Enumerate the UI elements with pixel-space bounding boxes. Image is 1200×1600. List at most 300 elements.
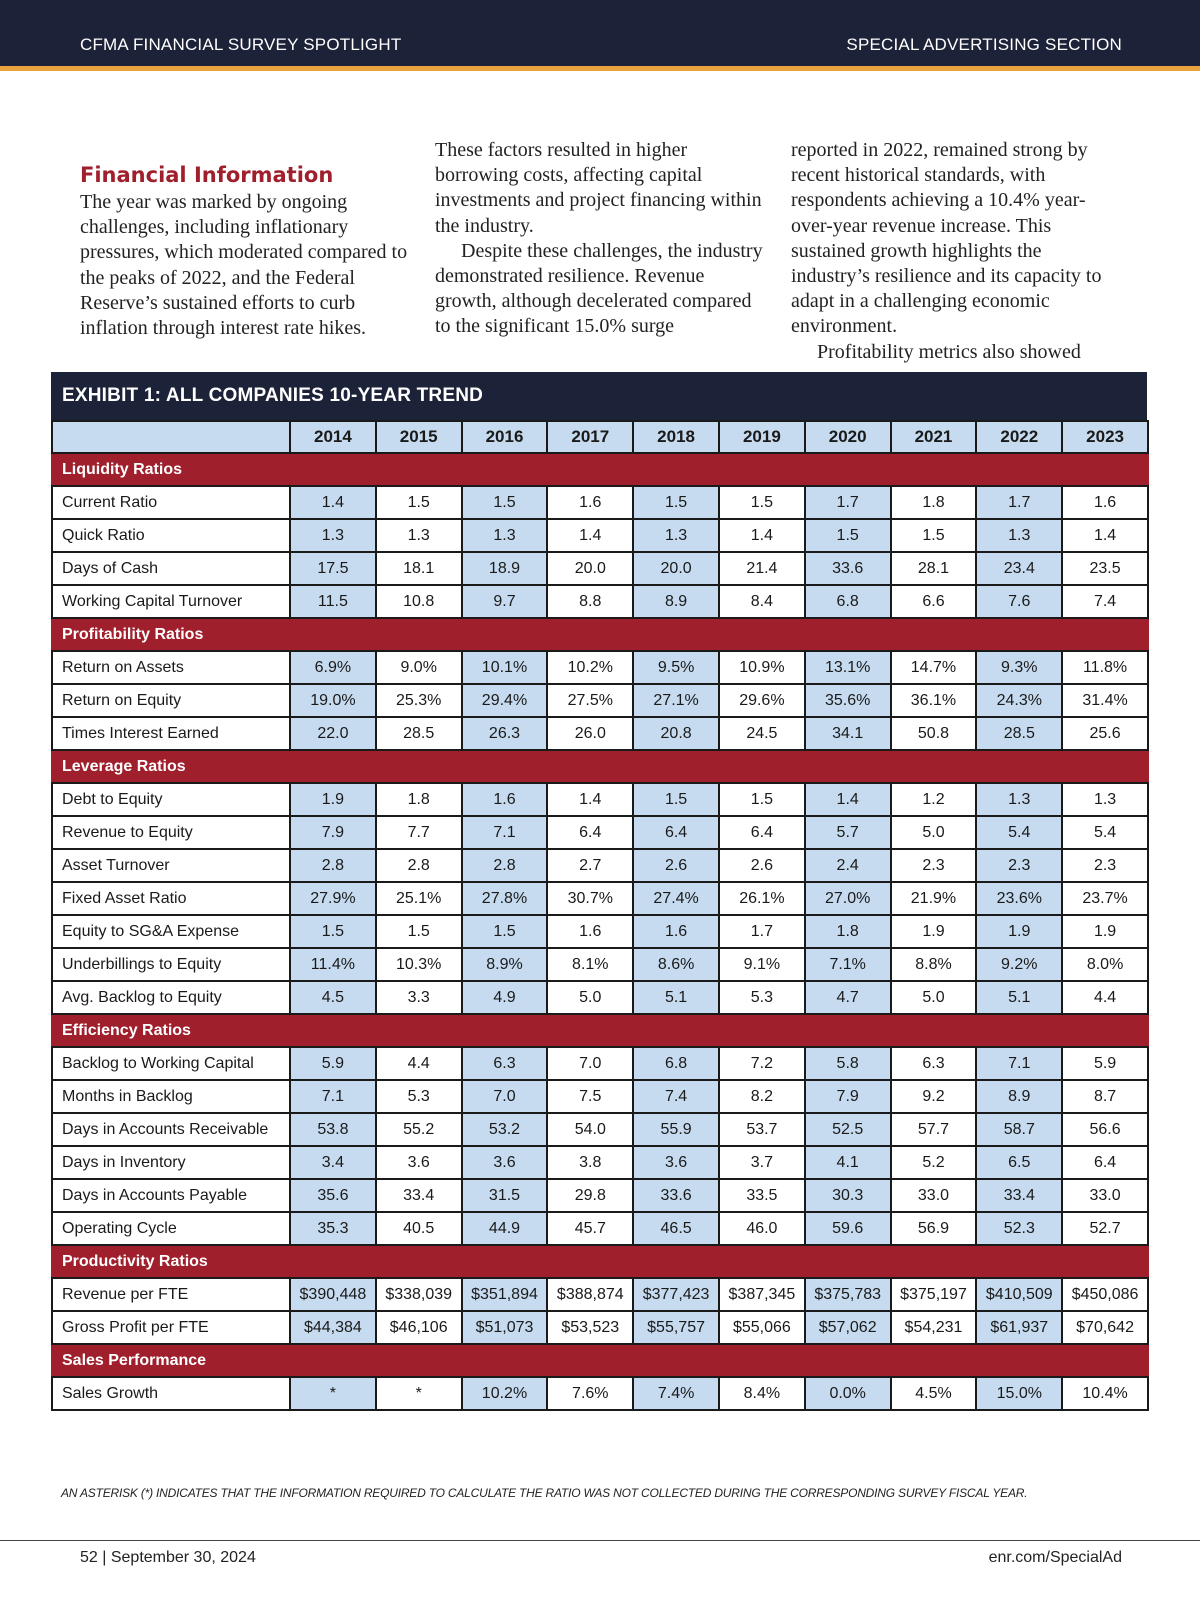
row-label: Return on Assets	[52, 651, 290, 684]
table-cell: 5.1	[976, 981, 1062, 1014]
table-cell: 1.3	[976, 519, 1062, 552]
table-cell: 10.2%	[547, 651, 633, 684]
table-cell: 6.9%	[290, 651, 376, 684]
table-cell: 53.7	[719, 1113, 805, 1146]
table-cell: 2.7	[547, 849, 633, 882]
row-label: Revenue to Equity	[52, 816, 290, 849]
table-cell: 6.8	[805, 585, 891, 618]
row-label: Backlog to Working Capital	[52, 1047, 290, 1080]
table-cell: 33.4	[376, 1179, 462, 1212]
table-cell: 8.6%	[633, 948, 719, 981]
table-cell: 5.8	[805, 1047, 891, 1080]
table-row	[52, 519, 1148, 552]
table-cell: 17.5	[290, 552, 376, 585]
table-cell: $61,937	[976, 1311, 1062, 1344]
section-header-row	[52, 618, 1148, 651]
row-label: Avg. Backlog to Equity	[52, 981, 290, 1014]
table-cell: 3.3	[376, 981, 462, 1014]
table-cell: 5.1	[633, 981, 719, 1014]
table-cell: 9.2%	[976, 948, 1062, 981]
row-label: Days in Inventory	[52, 1146, 290, 1179]
table-cell: 5.7	[805, 816, 891, 849]
table-cell: $55,757	[633, 1311, 719, 1344]
table-cell: 53.2	[462, 1113, 548, 1146]
table-cell: 30.3	[805, 1179, 891, 1212]
table-row	[52, 1080, 1148, 1113]
table-cell: 29.8	[547, 1179, 633, 1212]
table-cell: 59.6	[805, 1212, 891, 1245]
table-cell: 7.1	[976, 1047, 1062, 1080]
table-cell: 1.6	[547, 486, 633, 519]
table-cell: $44,384	[290, 1311, 376, 1344]
article-paragraph: Despite these challenges, the industry demonstrated resilience. Revenue growth, although decelerated compared to the significant 15.0% surge	[435, 239, 763, 338]
article-paragraph: reported in 2022, remained strong by recent historical standards, with respondents achieving a 10.4% year-over-year revenue increase. This sustained growth highlights the industry’s resilience and its capacity to adapt in a challenging economic environment.	[791, 139, 1102, 338]
table-cell: 30.7%	[547, 882, 633, 915]
row-label: Equity to SG&A Expense	[52, 915, 290, 948]
table-cell: 55.2	[376, 1113, 462, 1146]
section-header-row	[52, 1014, 1148, 1047]
section-title: Productivity Ratios	[52, 1245, 1148, 1278]
table-cell: 4.5	[290, 981, 376, 1014]
table-cell: 7.1%	[805, 948, 891, 981]
table-cell: 23.7%	[1062, 882, 1148, 915]
header-publication-title: CFMA FINANCIAL SURVEY SPOTLIGHT	[80, 35, 402, 54]
table-cell: 2.6	[719, 849, 805, 882]
table-cell: 1.3	[633, 519, 719, 552]
table-cell: 6.4	[633, 816, 719, 849]
table-row	[52, 717, 1148, 750]
table-cell: 1.5	[462, 915, 548, 948]
table-cell: 1.3	[376, 519, 462, 552]
table-cell: 1.7	[805, 486, 891, 519]
section-title: Liquidity Ratios	[52, 453, 1148, 486]
table-cell: 8.2	[719, 1080, 805, 1113]
table-cell: 3.6	[633, 1146, 719, 1179]
table-row	[52, 684, 1148, 717]
table-cell: 56.6	[1062, 1113, 1148, 1146]
table-cell: 1.4	[805, 783, 891, 816]
table-cell: 3.6	[376, 1146, 462, 1179]
table-cell: 8.0%	[1062, 948, 1148, 981]
table-cell: 53.8	[290, 1113, 376, 1146]
table-cell: 8.4%	[719, 1377, 805, 1410]
table-cell: 23.4	[976, 552, 1062, 585]
table-cell: 1.5	[633, 783, 719, 816]
table-cell: 1.8	[376, 783, 462, 816]
table-cell: 7.4	[633, 1080, 719, 1113]
footer-url: enr.com/SpecialAd	[988, 1549, 1122, 1566]
table-cell: 9.1%	[719, 948, 805, 981]
row-label: Times Interest Earned	[52, 717, 290, 750]
table-row	[52, 816, 1148, 849]
table-row	[52, 1311, 1148, 1344]
table-cell: 28.1	[891, 552, 977, 585]
table-cell: 1.4	[719, 519, 805, 552]
table-cell: 1.4	[1062, 519, 1148, 552]
year-header-row	[52, 421, 1148, 453]
table-cell: 33.0	[891, 1179, 977, 1212]
table-cell: 25.1%	[376, 882, 462, 915]
table-row	[52, 948, 1148, 981]
table-cell: 34.1	[805, 717, 891, 750]
table-cell: 46.0	[719, 1212, 805, 1245]
table-cell: 28.5	[976, 717, 1062, 750]
article-column-2	[435, 138, 765, 340]
exhibit-table	[51, 420, 1149, 1411]
table-row	[52, 552, 1148, 585]
table-cell: 25.6	[1062, 717, 1148, 750]
table-cell: 13.1%	[805, 651, 891, 684]
row-label: Current Ratio	[52, 486, 290, 519]
table-row	[52, 849, 1148, 882]
table-cell: 11.8%	[1062, 651, 1148, 684]
table-cell: 1.6	[1062, 486, 1148, 519]
table-cell: 1.9	[976, 915, 1062, 948]
year-header-2015: 2015	[376, 421, 462, 453]
row-label: Return on Equity	[52, 684, 290, 717]
table-cell: 7.6%	[547, 1377, 633, 1410]
table-cell: 8.4	[719, 585, 805, 618]
table-cell: 55.9	[633, 1113, 719, 1146]
table-cell: 1.7	[719, 915, 805, 948]
table-cell: 1.8	[891, 486, 977, 519]
table-cell: 4.4	[1062, 981, 1148, 1014]
table-row	[52, 1278, 1148, 1311]
table-cell: 27.1%	[633, 684, 719, 717]
table-cell: 1.4	[547, 519, 633, 552]
table-cell: 7.1	[290, 1080, 376, 1113]
table-cell: 45.7	[547, 1212, 633, 1245]
row-label: Days in Accounts Receivable	[52, 1113, 290, 1146]
year-header-2019: 2019	[719, 421, 805, 453]
table-row	[52, 1146, 1148, 1179]
table-cell: 1.5	[891, 519, 977, 552]
row-label: Operating Cycle	[52, 1212, 290, 1245]
table-cell: 2.8	[462, 849, 548, 882]
table-cell: 5.3	[719, 981, 805, 1014]
table-cell: 6.6	[891, 585, 977, 618]
table-cell: 7.9	[805, 1080, 891, 1113]
table-cell: 8.9	[976, 1080, 1062, 1113]
section-title: Sales Performance	[52, 1344, 1148, 1377]
table-cell: 7.4%	[633, 1377, 719, 1410]
table-cell: 27.4%	[633, 882, 719, 915]
table-cell: $54,231	[891, 1311, 977, 1344]
year-header-2020: 2020	[805, 421, 891, 453]
table-cell: 1.9	[1062, 915, 1148, 948]
table-cell: 9.2	[891, 1080, 977, 1113]
table-cell: 3.6	[462, 1146, 548, 1179]
table-cell: 1.6	[462, 783, 548, 816]
table-cell: 7.9	[290, 816, 376, 849]
table-cell: 29.4%	[462, 684, 548, 717]
table-cell: $375,197	[891, 1278, 977, 1311]
row-label: Fixed Asset Ratio	[52, 882, 290, 915]
year-header-2023: 2023	[1062, 421, 1148, 453]
table-row	[52, 1179, 1148, 1212]
table-cell: 5.4	[1062, 816, 1148, 849]
table-cell: $377,423	[633, 1278, 719, 1311]
table-cell: 26.3	[462, 717, 548, 750]
year-header-2018: 2018	[633, 421, 719, 453]
table-cell: 5.9	[290, 1047, 376, 1080]
table-cell: 4.1	[805, 1146, 891, 1179]
table-cell: 10.8	[376, 585, 462, 618]
table-row	[52, 882, 1148, 915]
table-cell: 1.5	[376, 486, 462, 519]
table-cell: 56.9	[891, 1212, 977, 1245]
table-cell: 5.0	[547, 981, 633, 1014]
table-cell: 1.9	[891, 915, 977, 948]
table-cell: 10.1%	[462, 651, 548, 684]
article-column-1	[80, 162, 410, 341]
table-row	[52, 585, 1148, 618]
table-cell: 0.0%	[805, 1377, 891, 1410]
table-footnote: AN ASTERISK (*) INDICATES THAT THE INFORMATION REQUIRED TO CALCULATE THE RATIO WAS NOT COLLECTED DURING THE CORRESPONDING SURVEY FISCAL YEAR.	[61, 1486, 1028, 1500]
table-cell: $450,086	[1062, 1278, 1148, 1311]
table-row	[52, 651, 1148, 684]
table-cell: $387,345	[719, 1278, 805, 1311]
table-cell: 27.5%	[547, 684, 633, 717]
table-cell: 14.7%	[891, 651, 977, 684]
table-row	[52, 915, 1148, 948]
table-row	[52, 981, 1148, 1014]
table-cell: 3.7	[719, 1146, 805, 1179]
table-cell: 1.3	[462, 519, 548, 552]
section-header-row	[52, 1245, 1148, 1278]
table-cell: 6.3	[462, 1047, 548, 1080]
table-cell: 2.3	[976, 849, 1062, 882]
header-section-label: SPECIAL ADVERTISING SECTION	[846, 35, 1122, 54]
row-label: Days in Accounts Payable	[52, 1179, 290, 1212]
table-cell: 8.7	[1062, 1080, 1148, 1113]
table-cell: 1.6	[633, 915, 719, 948]
table-cell: 20.0	[547, 552, 633, 585]
row-label: Months in Backlog	[52, 1080, 290, 1113]
table-cell: 36.1%	[891, 684, 977, 717]
table-cell: 35.6%	[805, 684, 891, 717]
table-cell: 1.4	[547, 783, 633, 816]
table-row	[52, 1212, 1148, 1245]
table-cell: 3.4	[290, 1146, 376, 1179]
table-cell: 28.5	[376, 717, 462, 750]
section-title: Leverage Ratios	[52, 750, 1148, 783]
table-cell: 35.6	[290, 1179, 376, 1212]
table-cell: 27.0%	[805, 882, 891, 915]
table-cell: 1.5	[462, 486, 548, 519]
table-cell: $410,509	[976, 1278, 1062, 1311]
table-cell: 1.5	[376, 915, 462, 948]
article-paragraph: The year was marked by ongoing challenges, including inflationary pressures, which moderated compared to the peaks of 2022, and the Federal Reserve’s sustained efforts to curb inflation through interest rate hikes.	[80, 191, 408, 340]
row-label: Sales Growth	[52, 1377, 290, 1410]
table-cell: 27.9%	[290, 882, 376, 915]
section-header-row	[52, 1344, 1148, 1377]
table-cell: 6.5	[976, 1146, 1062, 1179]
table-cell: 27.8%	[462, 882, 548, 915]
table-cell: 1.5	[633, 486, 719, 519]
section-title: Profitability Ratios	[52, 618, 1148, 651]
table-cell: 21.9%	[891, 882, 977, 915]
table-cell: 33.6	[805, 552, 891, 585]
row-label: Quick Ratio	[52, 519, 290, 552]
table-cell: 11.5	[290, 585, 376, 618]
table-cell: 20.8	[633, 717, 719, 750]
page-header-bar	[0, 0, 1200, 66]
table-cell: 5.0	[891, 816, 977, 849]
table-cell: 52.7	[1062, 1212, 1148, 1245]
table-cell: 35.3	[290, 1212, 376, 1245]
table-cell: $388,874	[547, 1278, 633, 1311]
table-cell: 23.5	[1062, 552, 1148, 585]
table-cell: 6.4	[719, 816, 805, 849]
table-cell: 3.8	[547, 1146, 633, 1179]
table-cell: 6.3	[891, 1047, 977, 1080]
table-cell: $351,894	[462, 1278, 548, 1311]
table-cell: 7.0	[462, 1080, 548, 1113]
table-cell: 6.4	[547, 816, 633, 849]
table-cell: 1.2	[891, 783, 977, 816]
table-cell: 33.5	[719, 1179, 805, 1212]
row-label: Underbillings to Equity	[52, 948, 290, 981]
table-cell: 7.1	[462, 816, 548, 849]
table-cell: 31.4%	[1062, 684, 1148, 717]
article-paragraph: Profitability metrics also showed	[817, 340, 1081, 363]
year-header-2016: 2016	[462, 421, 548, 453]
table-cell: 1.5	[805, 519, 891, 552]
table-cell: 4.7	[805, 981, 891, 1014]
table-cell: 7.5	[547, 1080, 633, 1113]
table-cell: 7.0	[547, 1047, 633, 1080]
table-cell: 6.8	[633, 1047, 719, 1080]
table-cell: 2.4	[805, 849, 891, 882]
table-cell: 58.7	[976, 1113, 1062, 1146]
table-cell: 23.6%	[976, 882, 1062, 915]
article-paragraph: These factors resulted in higher borrowing costs, affecting capital investments and project financing within the industry.	[435, 139, 762, 237]
table-cell: 15.0%	[976, 1377, 1062, 1410]
table-cell: 7.4	[1062, 585, 1148, 618]
year-header-2022: 2022	[976, 421, 1062, 453]
table-cell: 2.3	[1062, 849, 1148, 882]
table-cell: 5.4	[976, 816, 1062, 849]
table-cell: $53,523	[547, 1311, 633, 1344]
table-cell: 2.6	[633, 849, 719, 882]
table-cell: 5.2	[891, 1146, 977, 1179]
year-header-2017: 2017	[547, 421, 633, 453]
table-cell: 57.7	[891, 1113, 977, 1146]
year-header-2021: 2021	[891, 421, 977, 453]
table-cell: $338,039	[376, 1278, 462, 1311]
table-cell: 10.3%	[376, 948, 462, 981]
table-cell: 52.5	[805, 1113, 891, 1146]
table-cell: $51,073	[462, 1311, 548, 1344]
table-cell: 5.9	[1062, 1047, 1148, 1080]
table-cell: *	[290, 1377, 376, 1410]
row-label: Working Capital Turnover	[52, 585, 290, 618]
table-cell: 8.8%	[891, 948, 977, 981]
table-cell: 5.3	[376, 1080, 462, 1113]
table-row	[52, 1047, 1148, 1080]
table-cell: 8.9%	[462, 948, 548, 981]
table-cell: 50.8	[891, 717, 977, 750]
table-cell: 9.3%	[976, 651, 1062, 684]
row-label: Asset Turnover	[52, 849, 290, 882]
row-label: Gross Profit per FTE	[52, 1311, 290, 1344]
table-cell: 31.5	[462, 1179, 548, 1212]
table-row	[52, 1377, 1148, 1410]
table-cell: 4.9	[462, 981, 548, 1014]
table-cell: 4.5%	[891, 1377, 977, 1410]
row-label: Revenue per FTE	[52, 1278, 290, 1311]
table-cell: 8.1%	[547, 948, 633, 981]
table-cell: $55,066	[719, 1311, 805, 1344]
exhibit-title: EXHIBIT 1: ALL COMPANIES 10-YEAR TREND	[51, 372, 1147, 420]
table-row	[52, 1113, 1148, 1146]
table-cell: 8.8	[547, 585, 633, 618]
table-cell: 8.9	[633, 585, 719, 618]
table-cell: 2.8	[290, 849, 376, 882]
table-cell: 2.8	[376, 849, 462, 882]
table-cell: 1.8	[805, 915, 891, 948]
table-cell: 46.5	[633, 1212, 719, 1245]
table-cell: 24.3%	[976, 684, 1062, 717]
table-cell: 1.3	[290, 519, 376, 552]
section-header-row	[52, 453, 1148, 486]
table-cell: 18.1	[376, 552, 462, 585]
section-title: Efficiency Ratios	[52, 1014, 1148, 1047]
table-cell: 1.6	[547, 915, 633, 948]
table-cell: 9.0%	[376, 651, 462, 684]
table-cell: $57,062	[805, 1311, 891, 1344]
row-label: Days of Cash	[52, 552, 290, 585]
footer-page-date: 52 | September 30, 2024	[80, 1549, 256, 1566]
table-cell: 4.4	[376, 1047, 462, 1080]
table-cell: $70,642	[1062, 1311, 1148, 1344]
table-cell: 52.3	[976, 1212, 1062, 1245]
table-cell: 2.3	[891, 849, 977, 882]
table-cell: 10.2%	[462, 1377, 548, 1410]
table-cell: 7.6	[976, 585, 1062, 618]
table-cell: 25.3%	[376, 684, 462, 717]
table-cell: 20.0	[633, 552, 719, 585]
table-cell: 10.9%	[719, 651, 805, 684]
table-cell: 54.0	[547, 1113, 633, 1146]
table-cell: 24.5	[719, 717, 805, 750]
year-header-2014: 2014	[290, 421, 376, 453]
table-cell: 44.9	[462, 1212, 548, 1245]
table-cell: 1.5	[719, 783, 805, 816]
table-cell: 33.6	[633, 1179, 719, 1212]
table-cell: 10.4%	[1062, 1377, 1148, 1410]
table-cell: 26.1%	[719, 882, 805, 915]
section-header-row	[52, 750, 1148, 783]
table-cell: 11.4%	[290, 948, 376, 981]
table-cell: *	[376, 1377, 462, 1410]
header-accent-stripe	[0, 66, 1200, 71]
row-label: Debt to Equity	[52, 783, 290, 816]
table-cell: 7.7	[376, 816, 462, 849]
table-cell: 1.9	[290, 783, 376, 816]
table-cell: 1.4	[290, 486, 376, 519]
table-cell: 22.0	[290, 717, 376, 750]
article-column-3	[791, 138, 1121, 365]
table-cell: 6.4	[1062, 1146, 1148, 1179]
table-cell: $46,106	[376, 1311, 462, 1344]
table-row	[52, 783, 1148, 816]
table-cell: $375,783	[805, 1278, 891, 1311]
footer-divider	[0, 1540, 1200, 1541]
table-cell: 1.7	[976, 486, 1062, 519]
article-heading: Financial Information	[80, 163, 334, 187]
